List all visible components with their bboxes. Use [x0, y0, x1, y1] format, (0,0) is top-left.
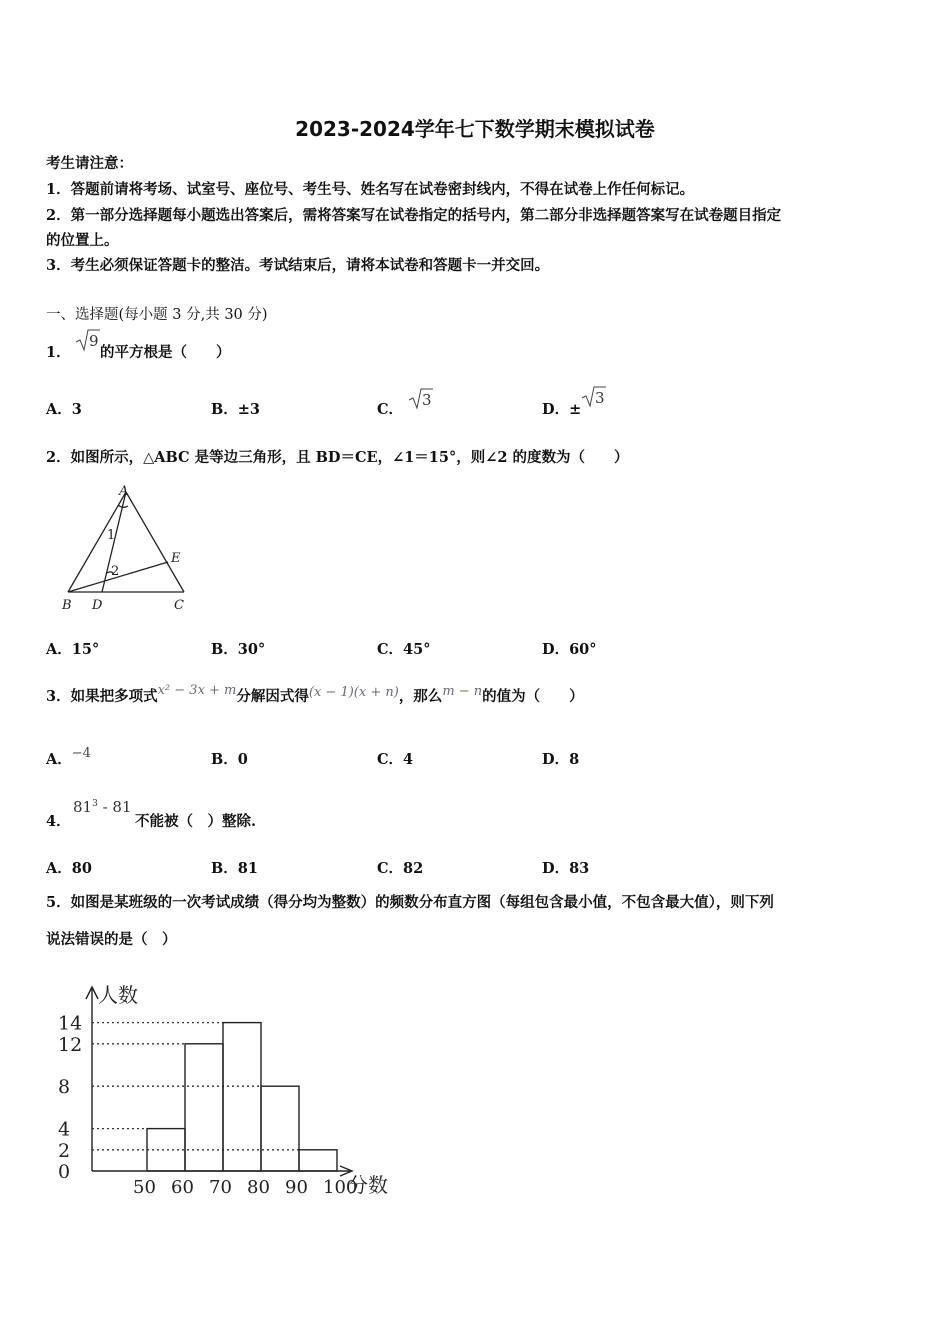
x-tick-label: 60 [171, 1177, 194, 1198]
q1-text: 的平方根是（ ） [100, 344, 231, 361]
q2-option-b: B．30° [211, 641, 266, 658]
x-tick-label: 100 [323, 1177, 358, 1198]
x-axis-label: 分数 [348, 1173, 388, 1197]
histogram-bar [185, 1044, 223, 1171]
q3-text: 3．如果把多项式x² − 3x + m分解因式得(x − 1)(x + n)，那么m − n的值为（ ） [46, 683, 584, 705]
q1-option-a: A．3 [46, 401, 82, 418]
q3-expr-3: m − n [442, 684, 483, 699]
q4-number: 4． [46, 813, 71, 830]
q2-text: 2．如图所示，△ABC 是等边三角形，且 BD＝CE，∠1＝15°，则∠2 的度数为（ ） [46, 449, 629, 466]
y-tick-label: 14 [58, 1012, 83, 1035]
point-d: D [92, 598, 103, 613]
q5-text-line2: 说法错误的是（ ） [46, 931, 177, 948]
triangle-figure [56, 478, 196, 618]
q1-c-radical-icon [407, 386, 433, 412]
x-tick-label: 90 [285, 1177, 308, 1198]
q1-option-b: B．±3 [211, 401, 261, 418]
x-tick-label: 70 [209, 1177, 232, 1198]
page-title: 2023-2024学年七下数学期末模拟试卷 [295, 117, 655, 141]
histogram-bar [223, 1023, 261, 1171]
vertex-a: A [119, 484, 129, 499]
y-tick-label: 2 [58, 1139, 71, 1162]
y-tick-label: 0 [58, 1161, 71, 1183]
q1-radicand: 9 [89, 332, 99, 350]
q4-option-b: B．81 [211, 860, 258, 877]
q1-option-c: C． [377, 401, 404, 418]
q5-text-line1: 5．如图是某班级的一次考试成绩（得分均为整数）的频数分布直方图（每组包含最小值，不包含最大值），则下列 [46, 894, 774, 911]
angle-1-label: 1 [107, 528, 116, 543]
q4-expression: $81^3 - 81$ [73, 798, 132, 816]
notice-item: 3．考生必须保证答题卡的整洁。考试结束后，请将本试卷和答题卡一并交回。 [46, 257, 550, 274]
vertex-b: B [62, 598, 72, 613]
x-tick-label: 50 [133, 1177, 156, 1198]
histogram-bar [261, 1086, 299, 1171]
notice-item: 2．第一部分选择题每小题选出答案后，需将答案写在试卷指定的括号内，第二部分非选择题答案写在试卷题目指定 [46, 207, 782, 224]
q4-text: 不能被（ ）整除. [135, 813, 257, 830]
y-axis-label: 人数 [98, 983, 138, 1007]
y-tick-label: 4 [58, 1118, 71, 1141]
x-tick-label: 80 [247, 1177, 270, 1198]
y-tick-label: 8 [58, 1076, 71, 1099]
q3-expr-2: (x − 1)(x + n) [308, 685, 399, 700]
angle-2-label: 2 [111, 564, 120, 579]
q2-option-d: D．60° [542, 641, 597, 658]
q4-option-a: A．80 [46, 860, 92, 877]
q2-option-a: A．15° [46, 641, 100, 658]
point-e: E [171, 551, 181, 566]
histogram-bar [299, 1150, 337, 1171]
q3-option-d: D．8 [542, 751, 580, 768]
q1-option-d: D．± [542, 401, 582, 418]
q4-option-d: D．83 [542, 860, 590, 877]
q3-option-c: C．4 [377, 751, 414, 768]
section-heading: 一、选择题(每小题 3 分,共 30 分) [46, 307, 268, 323]
q4-option-c: C．82 [377, 860, 424, 877]
svg-text:3: 3 [422, 391, 432, 409]
y-tick-label: 12 [58, 1033, 83, 1056]
notice-heading: 考生请注意： [46, 155, 133, 172]
vertex-c: C [174, 598, 184, 613]
q1-d-radical-icon [580, 384, 606, 410]
q3-option-a: A．−4 [46, 746, 91, 768]
q1-radical-icon [74, 327, 100, 353]
q3-expr-1: x² − 3x + m [157, 683, 237, 698]
svg-text:3: 3 [595, 389, 605, 407]
notice-item: 1．答题前请将考场、试室号、座位号、考生号、姓名写在试卷密封线内，不得在试卷上作任何标记。 [46, 181, 695, 198]
notice-item: 的位置上。 [46, 232, 119, 249]
q3-option-b: B．0 [211, 751, 248, 768]
histogram-chart [50, 975, 410, 1205]
q2-option-c: C．45° [377, 641, 431, 658]
q1-number: 1． [46, 344, 71, 361]
